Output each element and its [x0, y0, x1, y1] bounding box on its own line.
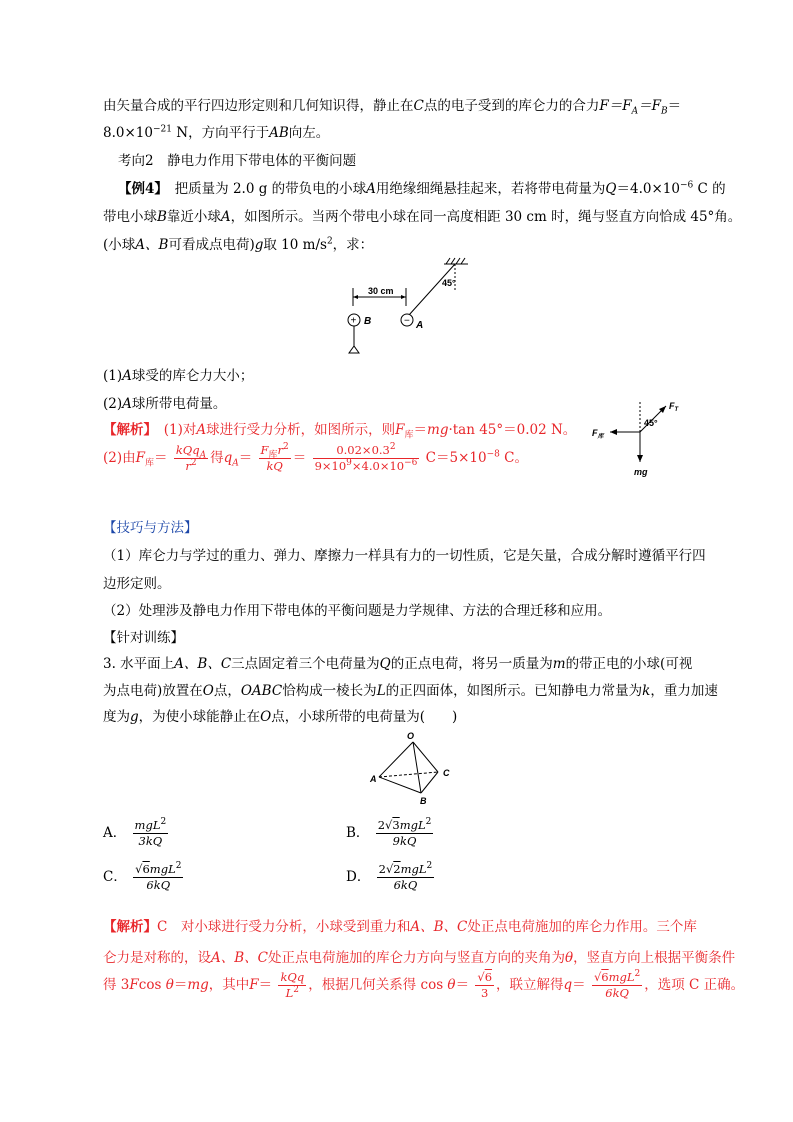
tetrahedron-figure — [366, 730, 456, 810]
force-diagram — [590, 396, 690, 482]
section-heading: 考向2 静电力作用下带电体的平衡问题 — [118, 153, 357, 169]
vertex-o: O — [407, 731, 415, 741]
angle-label: 45° — [442, 278, 456, 288]
vertex-b: B — [420, 796, 427, 806]
skills-title: 【技巧与方法】 — [103, 520, 198, 536]
solution-3-line-2: 仑力是对称的，设A、B、C处正点电荷施加的库仑力方向与竖直方向的夹角为θ，竖直方向上根据平衡条件 — [103, 950, 736, 966]
problem-3-line-1: 3. 水平面上A、B、C三点固定着三个电荷量为Q的正点电荷，将另一质量为m的带正电的小球(可视 — [103, 656, 693, 672]
skills-point-2: （2）处理涉及静电力作用下带电体的平衡问题是力学规律、方法的合理迁移和应用。 — [103, 603, 612, 619]
ball-a-minus: − — [404, 315, 410, 327]
problem-3-line-3: 度为g，为使小球能静止在O点，小球所带的电荷量为( ) — [103, 709, 458, 725]
solution-4-line-2: (2)由$F_库=$ $\frac{kQq_A}{r^2}$ 得$q_A=$ $\frac{F_库r^2}{kQ}$ ＝ $\frac{0.02\times 0.3^2}{9\times 10^9\times 4.0\times 10^{-6}}$ $C=5\times 10^{-8}$ C。 — [103, 442, 528, 473]
problem-3-line-2: 为点电荷)放置在O点，OABC恰构成一棱长为L的正四面体，如图所示。已知静电力常量为k，重力加速 — [103, 683, 718, 699]
option-b[interactable]: B． $\frac{2√3mgL^2}{9kQ}$ — [346, 817, 432, 848]
skills-point-1: （1）库仑力与学过的重力、弹力、摩擦力一样具有力的一切性质，它是矢量，合成分解时遵循平行四 — [103, 548, 706, 564]
option-d[interactable]: D． $\frac{2√2mgL^2}{6kQ}$ — [346, 861, 433, 892]
ball-a-label: A — [416, 320, 424, 331]
solution-3-line-3: 得 3Fcos θ＝mg，其中F＝ $\frac{\text{kQq}}{L^2}$ ，根据几何关系得 cos θ＝ $\frac{√6}{3}$ ，联立解得q＝ $\frac{√6mgL^2}{6kQ}$ ，选项 C 正确。 — [103, 969, 745, 1000]
ball-b-label: B — [364, 316, 372, 327]
intro-line-1: 由矢量合成的平行四边形定则和几何知识得，静止在C点的电子受到的库仑力的合力$F=F_A=F_B=$ — [103, 98, 682, 117]
solution-3-line-1: 【解析】C 对小球进行受力分析，小球受到重力和A、B、C处正点电荷施加的库仑力作用。三个库 — [103, 919, 697, 935]
ball-b-plus: + — [350, 315, 357, 327]
solution-4-line-1: 【解析】 (1)对A球进行受力分析，如图所示，则$F_库=mg\cdot\tan$ 45°＝0.02 N。 — [103, 422, 577, 441]
vertex-c: C — [443, 768, 450, 778]
vertex-a: A — [370, 774, 377, 784]
training-title: 【针对训练】 — [103, 630, 184, 646]
skills-point-1-cont: 边形定则。 — [103, 576, 171, 592]
example-4-line-2: 带电小球B靠近小球A，如图所示。当两个带电小球在同一高度相距 30 cm 时，绳与竖直方向恰成 45°角。 — [103, 209, 742, 225]
question-2: (2)A球所带电荷量。 — [103, 396, 227, 412]
angle-label-2: 45° — [644, 418, 658, 428]
tension-label: $F_T$ — [669, 401, 679, 413]
option-a[interactable]: A． $\frac{mgL^2}{3kQ}$ — [103, 817, 167, 848]
hanging-ball-figure — [338, 254, 488, 358]
question-1: (1)A球受的库仑力大小； — [103, 368, 254, 384]
example-4-line-3: (小球A、B可看成点电荷)g取 10 $m/s^2$，求： — [103, 236, 374, 253]
coulomb-force-label: $F_库$ — [592, 428, 604, 440]
option-c[interactable]: C． $\frac{√6mgL^2}{6kQ}$ — [103, 861, 182, 892]
example-4-line-1: 【例4】 把质量为 2.0 g 的带负电的小球A用绝缘细绳悬挂起来，若将带电荷量为$Q=4.0\times 10^{-6}$ C 的 — [118, 180, 726, 197]
gravity-label: mg — [634, 467, 648, 477]
intro-line-2: $8.0\times 10^{-21}$ N，方向平行于AB向左。 — [103, 124, 330, 141]
distance-label: 30 cm — [368, 286, 394, 296]
